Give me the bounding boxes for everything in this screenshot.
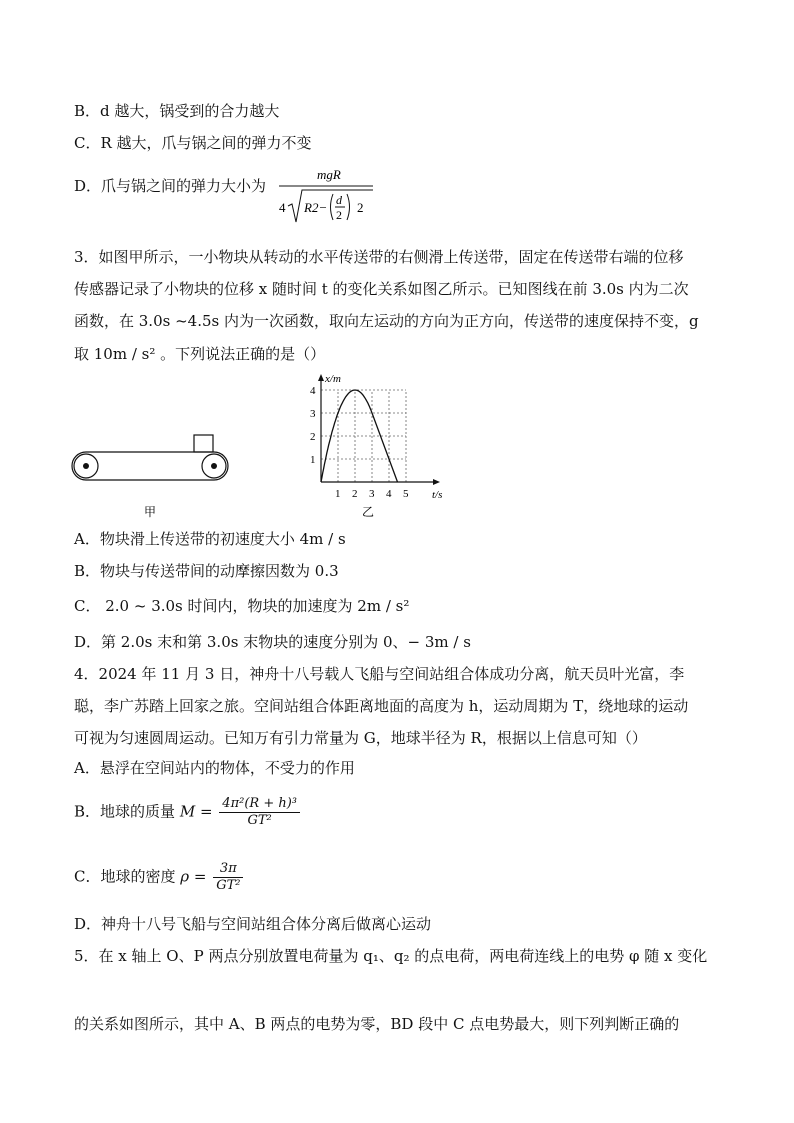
q4-option-b-prefix: B．地球的质量 (74, 802, 176, 821)
q3-stem-line-2: 传感器记录了小物块的位移 x 随时间 t 的变化关系如图乙所示。已知图线在前 3.0s 内为二次 (74, 280, 689, 298)
q3-option-c: C． 2.0 ~ 3.0s 时间内，物块的加速度为 2m / s² (74, 597, 410, 615)
q2-formula-numerator: mgR (317, 167, 341, 182)
q4-option-c (74, 861, 245, 894)
q3-option-a: A．物块滑上传送带的初速度大小 4m / s (74, 530, 346, 548)
x-axis-label: t/s (432, 489, 443, 501)
x-tick-label: 5 (403, 488, 409, 500)
chart-grid (321, 390, 406, 482)
q3-option-b: B．物块与传送带间的动摩擦因数为 0.3 (74, 562, 339, 580)
y-tick-label: 2 (310, 431, 316, 443)
q4-option-c-fraction (213, 861, 243, 894)
right-paren-icon (347, 194, 350, 220)
x-tick-label: 2 (352, 488, 358, 500)
q2-option-b: B．d 越大，锅受到的合力越大 (74, 102, 280, 120)
q2-option-c: C．R 越大，爪与锅之间的弹力不变 (74, 134, 312, 152)
q3-stem-line-3: 函数，在 3.0s ~4.5s 内为一次函数，取向左运动的方向为正方向，传送带的速度保持不变，g (74, 312, 699, 330)
x-tick-label: 4 (386, 488, 392, 500)
q4-option-c-lhs: ρ = (180, 867, 207, 886)
q4-option-b-fraction (219, 796, 300, 829)
chart-ticks (310, 385, 409, 500)
q4-option-b-lhs: M = (179, 802, 213, 821)
figure-a-label: 甲 (144, 505, 157, 519)
y-axis-arrow-icon (318, 374, 324, 381)
q2-formula-tail: 2 (357, 200, 364, 215)
figure-conveyor-belt (68, 430, 238, 522)
q4-stem-line-1: 4．2024 年 11 月 3 日，神舟十八号载人飞船与空间站组合体成功分离，航天员叶光富，李 (74, 665, 685, 683)
y-tick-label: 3 (310, 408, 316, 420)
q4-option-b-denominator: GT² (247, 813, 272, 828)
q4-stem-line-2: 聪，李广苏踏上回家之旅。空间站组合体距离地面的高度为 h，运动周期为 T，绕地球的运动 (74, 697, 689, 715)
figure-xt-graph (300, 372, 465, 520)
x-tick-label: 1 (335, 488, 341, 500)
q4-stem-line-3: 可视为匀速圆周运动。已知万有引力常量为 G，地球半径为 R，根据以上信息可知（） (74, 729, 647, 747)
x-axis-arrow-icon (433, 479, 440, 485)
x-tick-label: 3 (369, 488, 375, 500)
q4-option-d: D．神舟十八号飞船与空间站组合体分离后做离心运动 (74, 915, 432, 933)
block-icon (194, 435, 213, 452)
left-paren-icon (331, 194, 334, 220)
q2-option-d (74, 176, 266, 196)
q3-option-d: D．第 2.0s 末和第 3.0s 末物块的速度分别为 0、− 3m / s (74, 633, 471, 651)
q4-option-c-denominator: GT² (216, 878, 241, 893)
q5-stem-line-1: 5．在 x 轴上 O、P 两点分别放置电荷量为 q₁、q₂ 的点电荷，两电荷连线上的电势 φ 随 x 变化 (74, 947, 708, 965)
q2-option-d-formula (275, 162, 385, 232)
q5-stem-line-2: 的关系如图所示，其中 A、B 两点的电势为零，BD 段中 C 点电势最大，则下列判断正确的 (74, 1015, 680, 1033)
q2-formula-d: d (336, 193, 342, 207)
y-tick-label: 1 (310, 454, 316, 466)
q2-formula-r2: R2− (304, 200, 328, 215)
y-axis-label: x/m (325, 373, 341, 385)
q4-option-c-numerator: 3π (213, 861, 243, 878)
q4-option-b-numerator: 4π²(R + h)³ (219, 796, 300, 813)
q2-formula-coef: 4 (279, 200, 286, 215)
q4-option-a: A．悬浮在空间站内的物体，不受力的作用 (74, 759, 355, 777)
q4-option-c-prefix: C．地球的密度 (74, 867, 176, 886)
figure-b-label: 乙 (362, 505, 375, 519)
q4-option-b (74, 796, 302, 829)
q2-option-d-prefix: D．爪与锅之间的弹力大小为 (74, 177, 267, 195)
q2-formula-half: 2 (336, 208, 342, 222)
y-tick-label: 4 (310, 385, 316, 397)
q3-stem-line-4: 取 10m / s² 。下列说法正确的是（） (74, 345, 326, 363)
q3-stem-line-1: 3．如图甲所示，一小物块从转动的水平传送带的右侧滑上传送带，固定在传送带右端的位移 (74, 248, 684, 266)
